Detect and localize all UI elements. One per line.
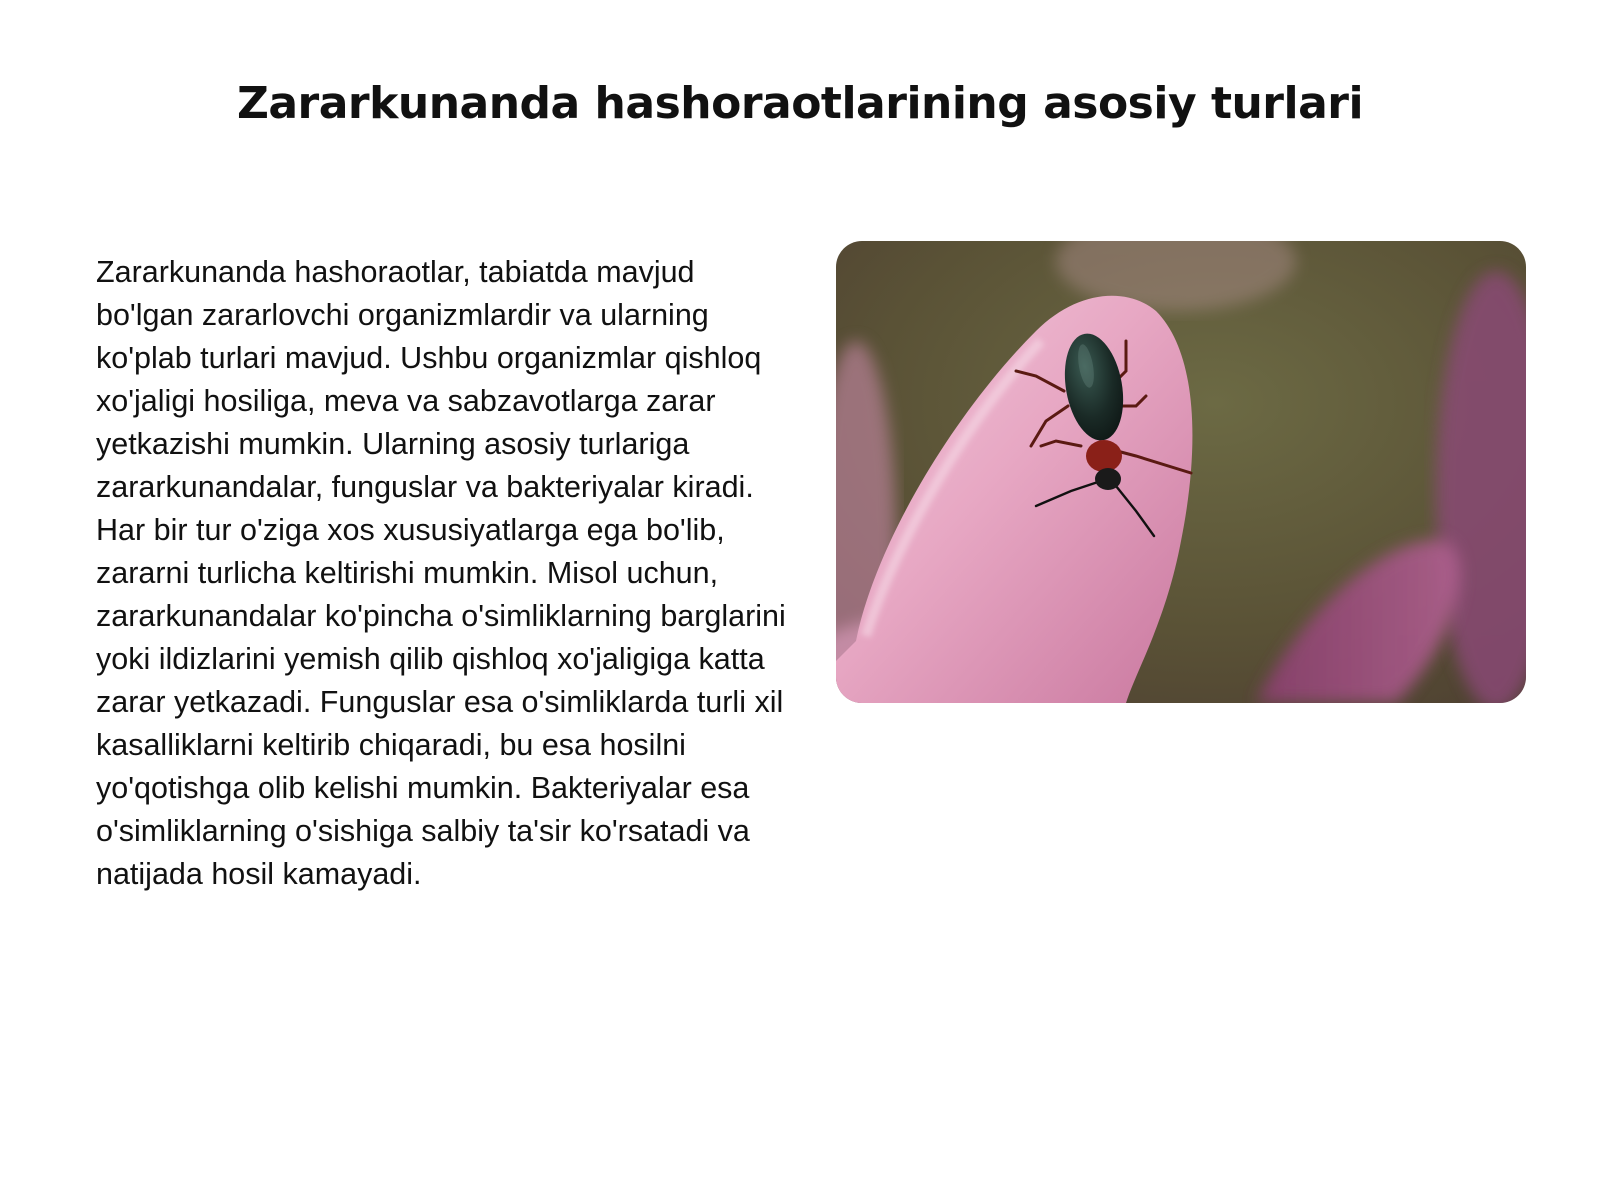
slide-body-text: Zararkunanda hashoraotlar, tabiatda mavjud bo'lgan zararlovchi organizmlardir va ularning ko'plab turlari mavjud. Ushbu organizmlar qishloq xo'jaligi hosiliga, meva va sabzavotlarga zarar yetkazishi mumkin. Ularning asosiy turlariga zararkunandalar, funguslar va bakteriyalar kiradi. Har bir tur o'ziga xos xususiyatlarga ega bo'lib, zararni turlicha keltirishi mumkin. Misol uchun, zararkunandalar ko'pincha o'simliklarning barglarini yoki ildizlarini yemish qilib qishloq xo'jaligiga katta zarar yetkazadi. Funguslar esa o'simliklarda turli xil kasalliklarni keltirib chiqaradi, bu esa hosilni yo'qotishga olib kelishi mumkin. Bakteriyalar esa o'simliklarning o'sishiga salbiy ta'sir ko'rsatadi va natijada hosil kamayadi.: [96, 255, 786, 891]
beetle-photo: [836, 241, 1526, 703]
slide-title: Zararkunanda hashoraotlarining asosiy turlari: [236, 78, 1364, 129]
beetle-on-petal-image: [836, 241, 1526, 703]
